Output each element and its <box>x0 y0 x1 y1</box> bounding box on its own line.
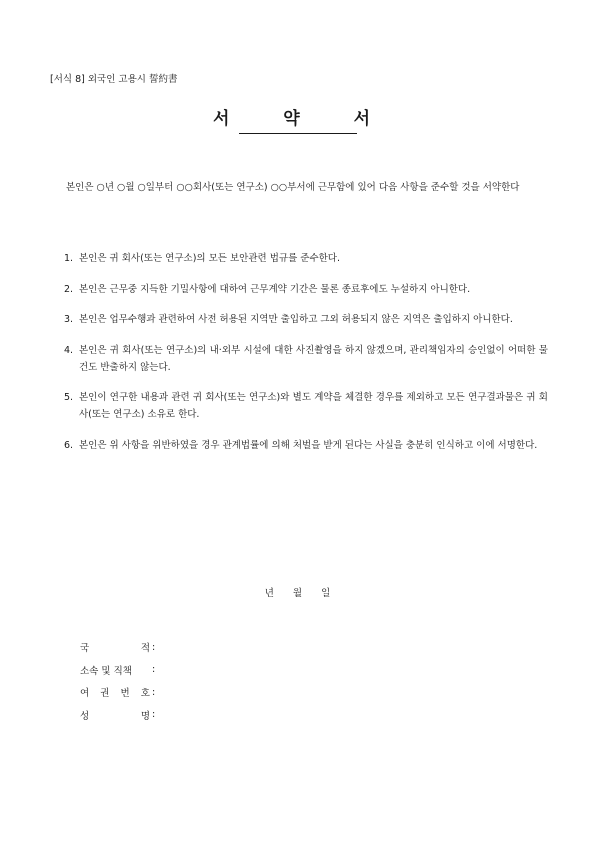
list-item <box>64 437 548 454</box>
list-item <box>64 311 548 328</box>
label-char: 번 <box>120 688 130 700</box>
item-number: 4. <box>64 344 74 356</box>
colon: : <box>152 641 156 653</box>
item-text: 본인은 근무중 지득한 기밀사항에 대하여 근무계약 기간은 물론 종료후에도 누설하지 아니한다. <box>79 283 471 295</box>
title-underline <box>239 133 357 134</box>
label-char: 권 <box>100 688 110 700</box>
intro-paragraph: 본인은 ○년 ○월 ○일부터 ○○회사(또는 연구소) ○○부서에 근무함에 있어 다음 사항을 준수할 것을 서약한다 <box>66 182 520 193</box>
pledge-list <box>64 250 548 467</box>
nationality-label <box>80 640 150 654</box>
label-char: 적 <box>140 643 150 655</box>
item-number: 2. <box>64 283 74 295</box>
colon: : <box>152 709 156 721</box>
label-char: 여 <box>80 688 90 700</box>
date-line: 년 월 일 <box>264 588 331 599</box>
label-char: 호 <box>140 688 150 700</box>
colon: : <box>152 686 156 698</box>
label-char: 성 <box>80 710 90 722</box>
item-text: 본인은 귀 회사(또는 연구소)의 내·외부 시설에 대한 사진촬영을 하지 않겠으며, 관리책임자의 승인없이 어떠한 물건도 반출하지 않는다. <box>79 344 548 373</box>
list-item <box>64 342 548 376</box>
item-number: 3. <box>64 314 74 325</box>
document-title: 서 약 서 <box>212 109 395 129</box>
passport-row <box>80 681 155 704</box>
item-number: 1. <box>64 253 74 264</box>
item-number: 6. <box>64 439 74 451</box>
signature-block <box>80 636 155 726</box>
list-item <box>64 281 548 298</box>
name-row <box>80 704 155 727</box>
list-item <box>64 250 548 267</box>
label-text: 소속 및 직책 <box>80 665 132 677</box>
item-number: 5. <box>64 392 74 403</box>
affiliation-label <box>80 663 150 677</box>
item-text: 본인이 연구한 내용과 관련 귀 회사(또는 연구소)와 별도 계약을 체결한 경우를 제외하고 모든 연구결과물은 귀 회사(또는 연구소) 소유로 한다. <box>79 392 548 420</box>
label-char: 국 <box>80 643 90 655</box>
colon: : <box>152 664 156 676</box>
item-text: 본인은 업무수행과 관련하여 사전 허용된 지역만 출입하고 그외 허용되지 않은 지역은 출입하지 아니한다. <box>79 314 513 325</box>
list-item <box>64 389 548 423</box>
affiliation-row <box>80 659 155 682</box>
label-char: 명 <box>140 710 150 722</box>
name-label <box>80 708 150 722</box>
item-text: 본인은 위 사항을 위반하였을 경우 관계법률에 의해 처벌을 받게 된다는 사실을 충분히 인식하고 이에 서명한다. <box>79 439 538 451</box>
item-text: 본인은 귀 회사(또는 연구소)의 모든 보안관련 법규를 준수한다. <box>79 253 340 264</box>
nationality-row <box>80 636 155 659</box>
passport-label <box>80 685 150 699</box>
form-label: [서식 8] 외국인 고용시 誓約書 <box>50 74 178 85</box>
